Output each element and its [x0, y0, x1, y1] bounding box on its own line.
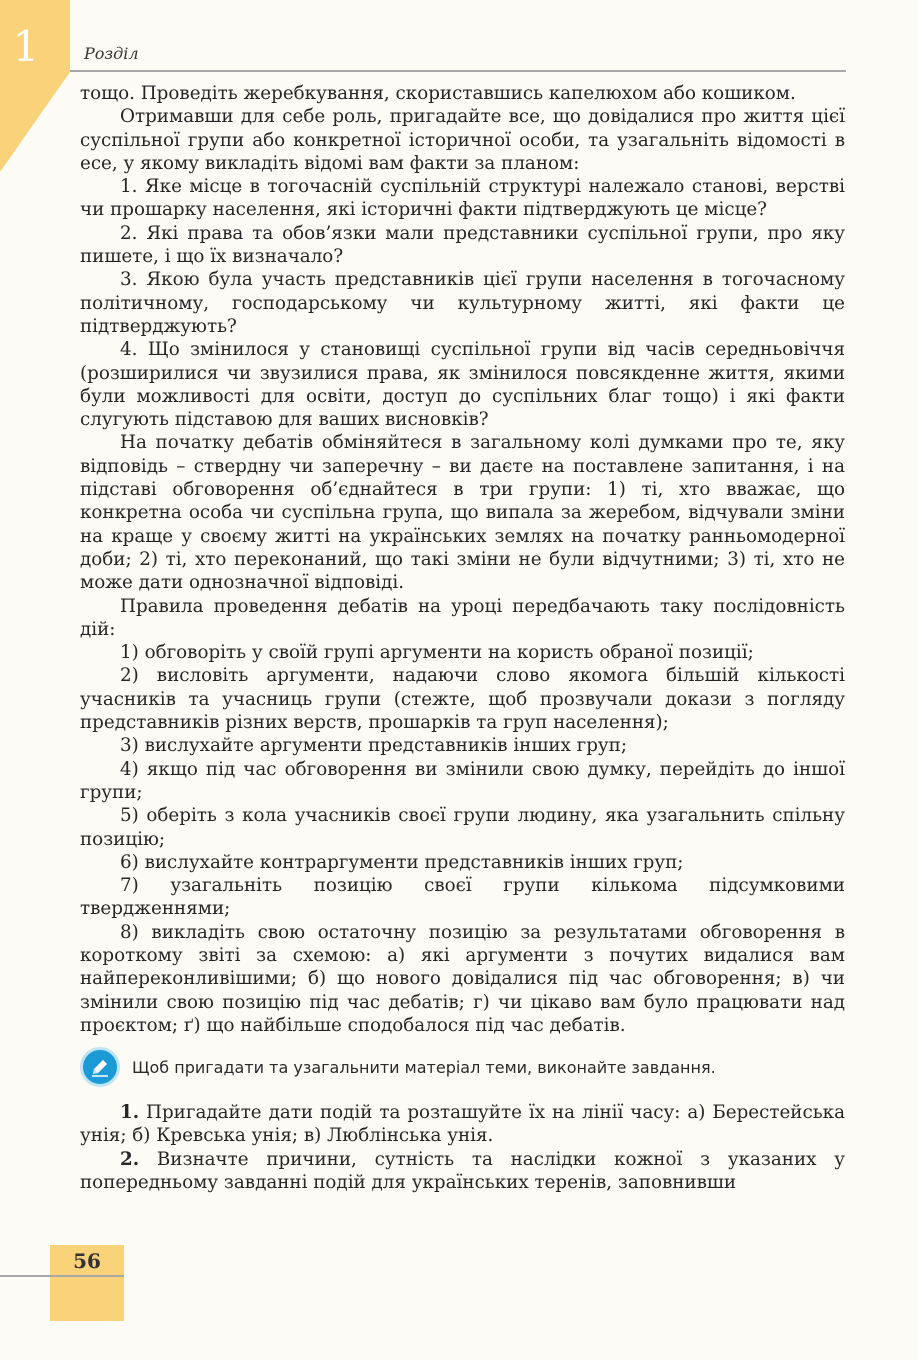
chapter-label: Розділ	[84, 44, 139, 63]
paragraph: Отримавши для себе роль, пригадайте все, що довідалися про життя цієї суспільної групи або конкретної історичної особи, та узагальніть відомості в есе, у якому викладіть відомі вам факти за планом:	[80, 106, 845, 174]
paragraph: Правила проведення дебатів на уроці передбачають таку послідовність дій:	[80, 595, 845, 640]
task-item	[80, 1148, 845, 1195]
chapter-number: 1	[12, 22, 40, 71]
task-text: Визначте причини, сутність та наслідки кожної з указаних у попередньому завданні подій для українських теренів, заповнивши	[80, 1148, 845, 1194]
paragraph: На початку дебатів обміняйтеся в загальному колі думками про те, яку відповідь – ствердну чи заперечну – ви даєте на поставлене запитання, і на підставі обговорення об’єднайтеся в три групи: 1) ті, хто вважає, що конкретна особа чи суспільна група, що випала за жеребом, відчували зміни на краще у своєму житті на українських землях на початку ранньомодерної доби; 2) ті, хто переконаний, що такі зміни не були відчутними; 3) ті, хто не може дати однозначної відповіді.	[80, 432, 845, 594]
task-number: 1.	[120, 1102, 140, 1124]
task-text: Пригадайте дати подій та розташуйте їх на лінії часу: а) Берестейська унія; б) Кревська унія; в) Люблінська унія.	[80, 1102, 845, 1147]
chapter-tab-decoration	[0, 72, 70, 172]
rule-item: 2) висловіть аргументи, надаючи слово якомога більшій кількості учасників та учасниць групи (стежте, щоб прозвучали докази з погляду представників різних верств, прошарків та груп населення);	[80, 665, 845, 734]
plan-item: 3. Якою була участь представників цієї групи населення в тогочасному політичному, господарському чи культурному житті, які факти це підтверджують?	[80, 269, 845, 337]
task-number: 2.	[120, 1148, 140, 1170]
task-item	[80, 1101, 845, 1148]
task-banner-text: Щоб пригадати та узагальнити матеріал теми, виконайте завдання.	[132, 1057, 716, 1077]
paragraph: тощо. Проведіть жеребкування, скориставшись капелюхом або кошиком.	[80, 83, 796, 104]
rule-item: 4) якщо під час обговорення ви змінили свою думку, перейдіть до іншої групи;	[80, 758, 845, 803]
task-banner	[80, 1047, 845, 1087]
page-number: 56	[73, 1249, 101, 1273]
rule-item: 5) оберіть з кола учасників своєї групи людину, яка узагальнить спільну позицію;	[80, 805, 845, 850]
plan-item: 1. Яке місце в тогочасній суспільній структурі належало станові, верстві чи прошарку населення, які історичні факти підтверджують це місце?	[80, 176, 845, 221]
rule-item: 8) викладіть свою остаточну позицію за результатами обговорення в короткому звіті за схемою: а) які аргументи з почутих видалися вам найпереконливішими; б) що нового довідалися під час обговорення; в) чи змінили свою позицію під час дебатів; г) чи цікаво вам було працювати над проєктом; ґ) що найбільше сподобалося під час дебатів.	[80, 921, 845, 1036]
footer-divider	[0, 1275, 124, 1277]
rule-item: 3) вислухайте аргументи представників інших груп;	[120, 735, 628, 757]
plan-item: 4. Що змінилося у становищі суспільної групи від часів середньовіччя (розширилися чи звузилися права, як змінилося повсякденне життя, якими були можливості для освіти, доступ до суспільних благ тощо) і які факти слугують підставою для ваших висновків?	[80, 339, 845, 431]
page-body	[80, 82, 845, 1194]
rule-item: 6) вислухайте контраргументи представників інших груп;	[120, 851, 684, 873]
plan-item: 2. Які права та обов’язки мали представники суспільної групи, про яку пишете, і що їх визначало?	[80, 222, 845, 268]
rule-item: 7) узагальніть позицію своєї групи кількома підсумковими твердженнями;	[80, 875, 845, 920]
pencil-icon	[80, 1047, 120, 1087]
rule-item: 1) обговоріть у своїй групі аргументи на користь обраної позиції;	[120, 642, 754, 664]
header-divider	[70, 70, 846, 72]
